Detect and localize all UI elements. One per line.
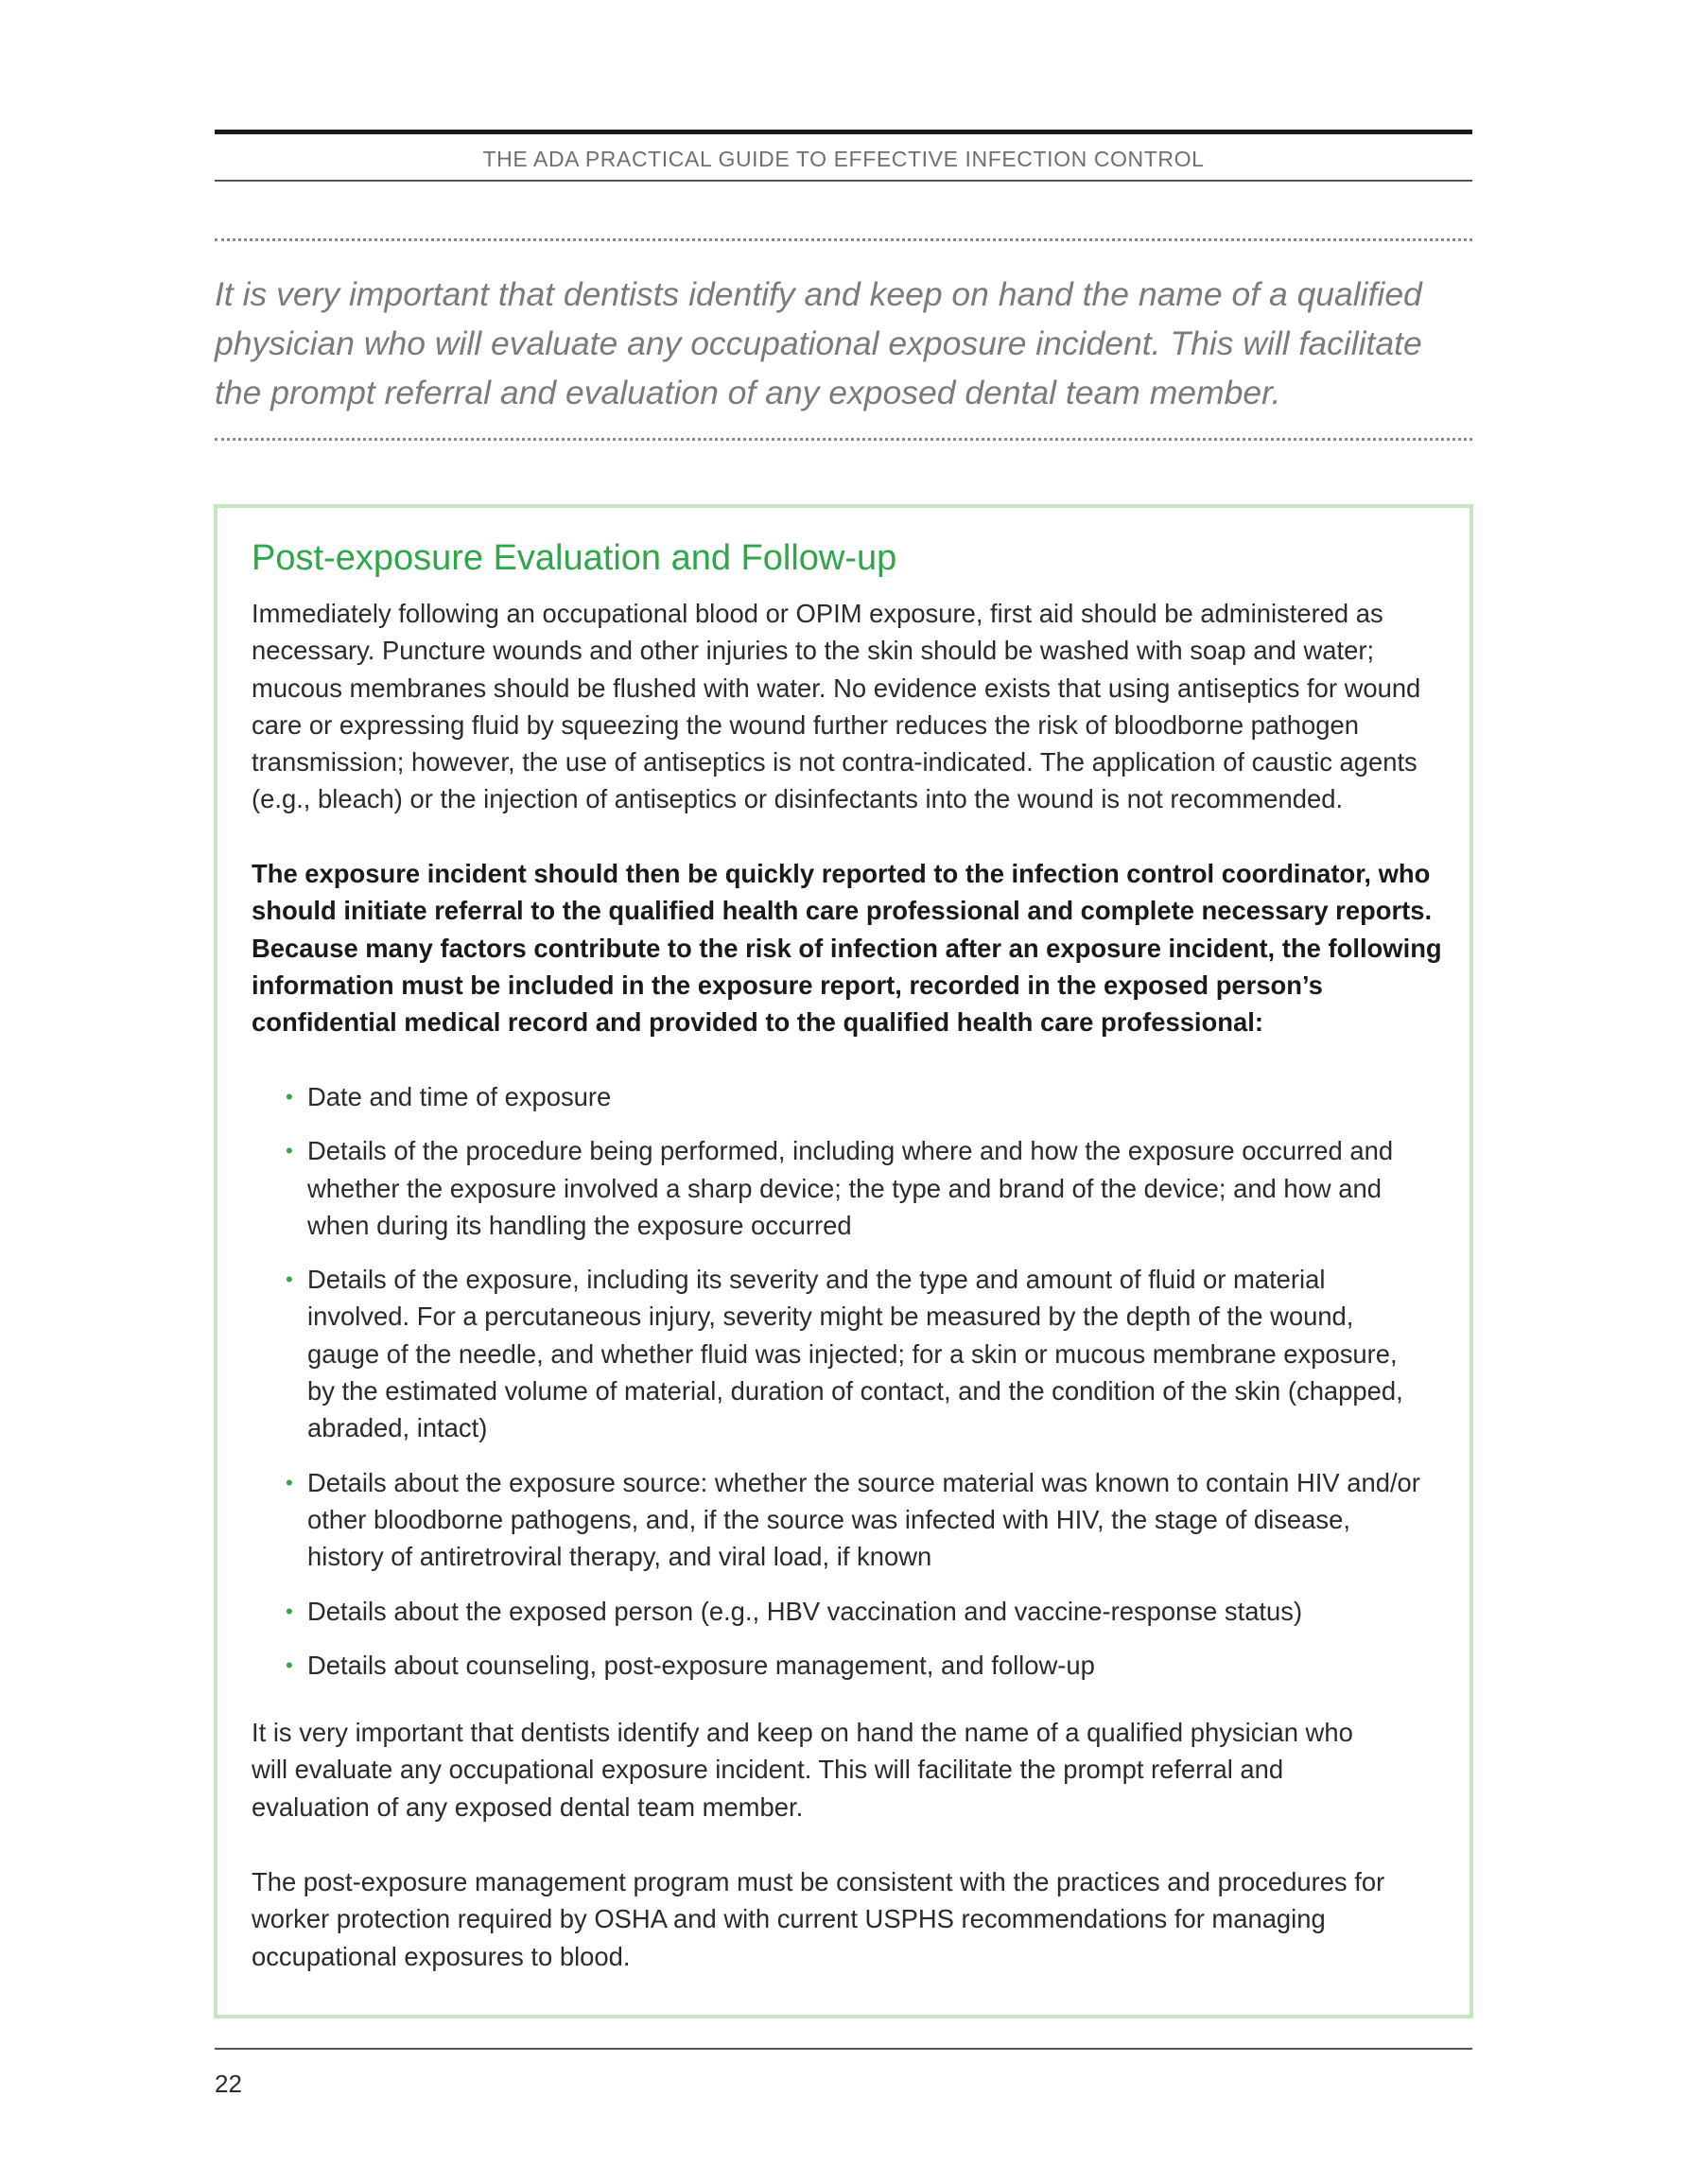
list-item xyxy=(252,1464,1423,1576)
bullet-icon: • xyxy=(286,1139,293,1163)
list-item xyxy=(252,1593,1423,1630)
list-item xyxy=(252,1132,1423,1244)
pullquote xyxy=(215,238,1472,441)
post-exposure-sidebar-box xyxy=(214,504,1473,2018)
bullet-icon: • xyxy=(286,1470,293,1494)
header-rule-bottom xyxy=(215,180,1472,182)
list-item-text: Details about the exposed person (e.g., HBV vaccination and vaccine-response status) xyxy=(307,1596,1303,1626)
running-title: THE ADA PRACTICAL GUIDE TO EFFECTIVE INFECTION CONTROL xyxy=(482,147,1205,171)
list-item xyxy=(252,1647,1423,1684)
bullet-icon: • xyxy=(286,1085,293,1109)
qualified-physician-paragraph: It is very important that dentists identify and keep on hand the name of a qualified physician who will evaluate any occupational exposure incident. This will facilitate the prompt referral and evaluation of any exposed dental team member. xyxy=(252,1718,1353,1822)
page-number: 22 xyxy=(215,2070,242,2098)
exposure-report-list xyxy=(252,1078,1443,1701)
list-item-text: Details of the procedure being performed, including where and how the exposure occurred and whether the exposure involved a sharp device; the type and brand of the device; and how and when during its handling the exposure occurred xyxy=(307,1136,1394,1240)
bullet-icon: • xyxy=(286,1599,293,1623)
list-item-text: Details of the exposure, including its severity and the type and amount of fluid or material involved. For a percutaneous injury, severity might be measured by the depth of the wound, gauge of the needle, and whether fluid was injected; for a skin or mucous membrane exposure, by the estimated volume of material, duration of contact, and the condition of the skin (chapped, abraded, intact) xyxy=(307,1265,1403,1443)
sidebar-heading: Post-exposure Evaluation and Follow-up xyxy=(252,538,897,578)
list-item-text: Details about the exposure source: whether the source material was known to contain HIV and/or other bloodborne pathogens, and, if the source was infected with HIV, the stage of disease, history of antiretroviral therapy, and viral load, if known xyxy=(307,1467,1420,1572)
footer-rule xyxy=(215,2048,1472,2050)
pullquote-text: It is very important that dentists identify and keep on hand the name of a qualified physician who will evaluate any occupational exposure incident. This will facilitate the prompt referral and evaluation of any exposed dental team member. xyxy=(215,275,1422,411)
list-item xyxy=(252,1078,1423,1115)
list-item-text: Date and time of exposure xyxy=(307,1082,612,1111)
list-item-text: Details about counseling, post-exposure management, and follow-up xyxy=(307,1650,1095,1680)
first-aid-paragraph: Immediately following an occupational blood or OPIM exposure, first aid should be administered as necessary. Puncture wounds and other injuries to the skin should be washed with soap and water; mucous membranes should be flushed with water. No evidence exists that using antiseptics for wound care or expressing fluid by squeezing the wound further reduces the risk of bloodborne pathogen transmission; however, the use of antiseptics is not contra-indicated. The application of caustic agents (e.g., bleach) or the injection of antiseptics or disinfectants into the wound is not recommended. xyxy=(252,599,1421,814)
header-rule-top xyxy=(215,130,1472,134)
list-item xyxy=(252,1261,1423,1446)
bullet-icon: • xyxy=(286,1652,293,1677)
reporting-paragraph: The exposure incident should then be quickly reported to the infection control coordinator, who should initiate referral to the qualified health care professional and complete necessary reports. Because many factors contribute to the risk of infection after an exposure incident, the following information must be included in the exposure report, recorded in the exposed person’s confidential medical record and provided to the qualified health care professional: xyxy=(252,859,1442,1038)
management-program-paragraph: The post-exposure management program must be consistent with the practices and procedures for worker protection required by OSHA and with current USPHS recommendations for managing occupational exposures to blood. xyxy=(252,1867,1385,1971)
bullet-icon: • xyxy=(286,1267,293,1292)
